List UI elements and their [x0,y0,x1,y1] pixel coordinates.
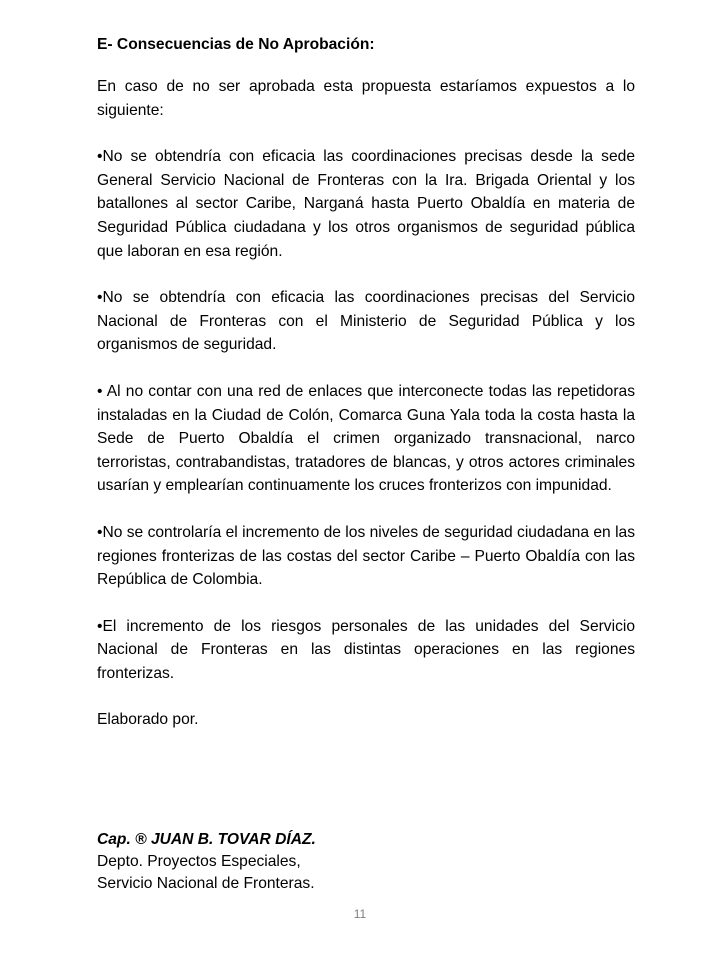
document-body [97,34,635,732]
bullet-item: •El incremento de los riesgos personales de las unidades del Servicio Nacional de Fronteras en las distintas operaciones en las regiones fronterizas. [97,617,635,682]
prepared-by-label: Elaborado por. [97,711,199,729]
bullet-item: • Al no contar con una red de enlaces que interconecte todas las repetidoras instaladas en la Ciudad de Colón, Comarca Guna Yala toda la costa hasta la Sede de Puerto Obaldía el crimen organizado transnacional, narco terroristas, contrabandistas, tratadores de blancas, y otros actores criminales usarían y emplearían continuamente los cruces fronterizos con impunidad. [97,382,635,495]
signature-block [97,829,637,895]
signatory-organization: Servicio Nacional de Fronteras. [97,875,315,892]
intro-paragraph: En caso de no ser aprobada esta propuesta estaríamos expuestos a lo siguiente: [97,78,635,119]
bullet-item: •No se obtendría con eficacia las coordinaciones precisas del Servicio Nacional de Fronteras con el Ministerio de Seguridad Pública y los organismos de seguridad. [97,289,635,354]
signatory-name: Cap. ® JUAN B. TOVAR DÍAZ. [97,831,316,848]
section-heading: E- Consecuencias de No Aprobación: [97,36,375,53]
bullet-item: •No se controlaría el incremento de los niveles de seguridad ciudadana en las regiones fronterizas de las costas del sector Caribe – Puerto Obaldía con las República de Colombia. [97,523,635,589]
bullet-item: •No se obtendría con eficacia las coordinaciones precisas desde la sede General Servicio Nacional de Fronteras con la Ira. Brigada Oriental y los batallones al sector Caribe, Narganá hasta Puerto Obaldía en materia de Seguridad Pública ciudadana y los otros organismos de seguridad pública que laboran en esa región. [97,148,635,260]
signatory-department: Depto. Proyectos Especiales, [97,853,301,870]
page-number: 11 [353,907,367,921]
